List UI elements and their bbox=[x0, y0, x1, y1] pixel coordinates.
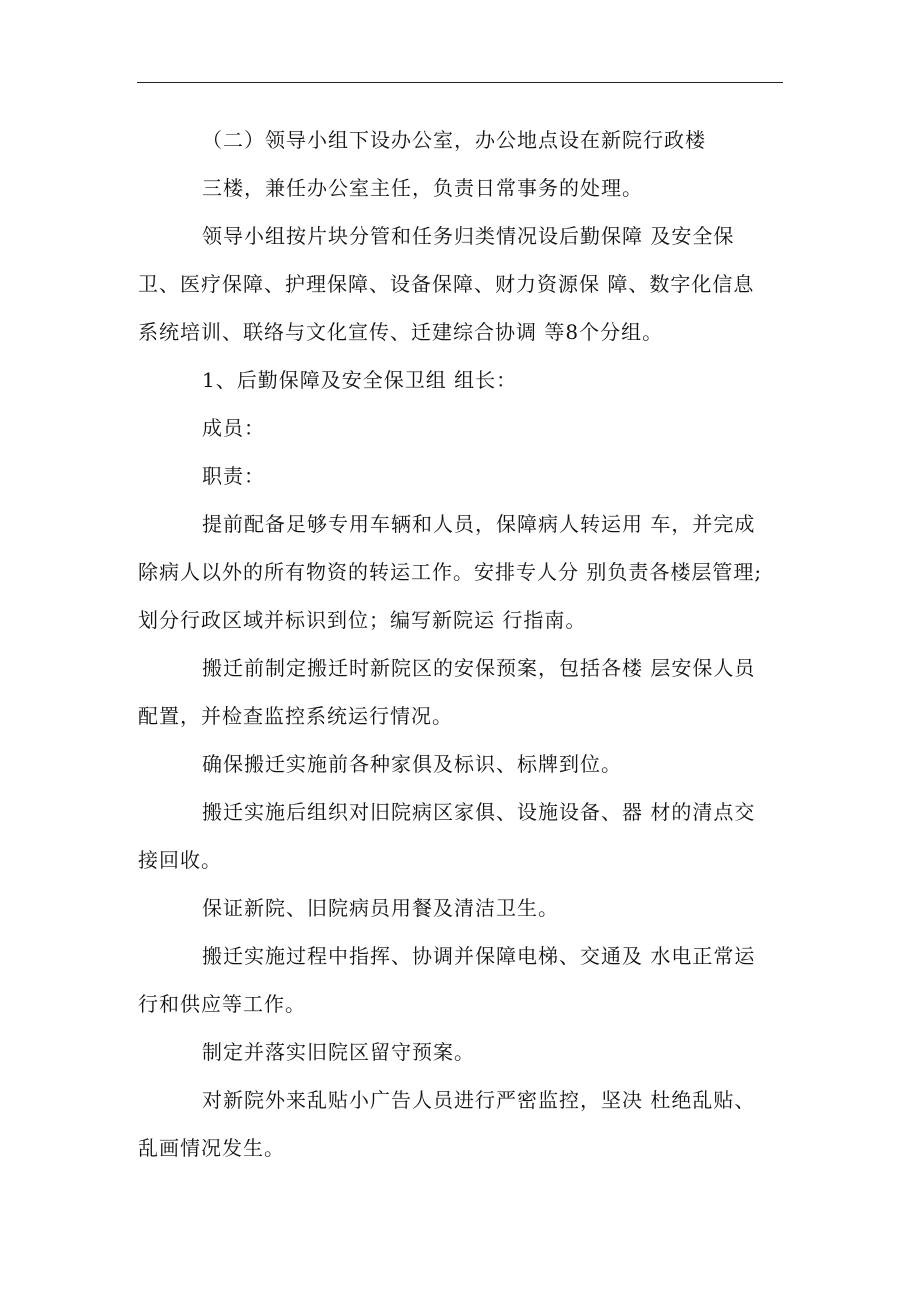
header-rule bbox=[137, 82, 783, 83]
text-line: 除病人以外的所有物资的转运工作。安排专人分 别负责各楼层管理; bbox=[138, 560, 763, 584]
text-line: 制定并落实旧院区留守预案。 bbox=[202, 1040, 475, 1064]
text-line: （二）领导小组下设办公室，办公地点设在新院行政楼 bbox=[202, 128, 706, 152]
text-line: 成员： bbox=[202, 416, 265, 440]
text-line: 保证新院、旧院病员用餐及清洁卫生。 bbox=[202, 896, 559, 920]
text-line: 接回收。 bbox=[138, 848, 222, 872]
text-line: 乱画情况发生。 bbox=[138, 1136, 285, 1160]
text-line: 三楼，兼任办公室主任，负责日常事务的处理。 bbox=[202, 176, 643, 200]
text-line: 划分行政区域并标识到位；编写新院运 行指南。 bbox=[138, 608, 587, 632]
text-line: 配置，并检查监控系统运行情况。 bbox=[138, 704, 453, 728]
text-line: 搬迁实施后组织对旧院病区家俱、设施设备、器 材的清点交 bbox=[202, 800, 756, 824]
text-line: 1、后勤保障及安全保卫组 组长： bbox=[202, 368, 518, 392]
text-line: 行和供应等工作。 bbox=[138, 992, 306, 1016]
text-line: 搬迁实施过程中指挥、协调并保障电梯、交通及 水电正常运 bbox=[202, 944, 756, 968]
text-line: 职责： bbox=[202, 464, 265, 488]
text-line: 系统培训、联络与文化宣传、迁建综合协调 等8个分组。 bbox=[138, 320, 664, 344]
text-line: 提前配备足够专用车辆和人员，保障病人转运用 车，并完成 bbox=[202, 512, 756, 536]
text-line: 卫、医疗保障、护理保障、设备保障、财力资源保 障、数字化信息 bbox=[138, 272, 755, 296]
document-body bbox=[138, 116, 782, 1172]
text-line: 对新院外来乱贴小广告人员进行严密监控，坚决 杜绝乱贴、 bbox=[202, 1088, 756, 1112]
text-line: 领导小组按片块分管和任务归类情况设后勤保障 及安全保 bbox=[202, 224, 735, 248]
text-line: 搬迁前制定搬迁时新院区的安保预案，包括各楼 层安保人员 bbox=[202, 656, 756, 680]
text-line: 确保搬迁实施前各种家俱及标识、标牌到位。 bbox=[202, 752, 622, 776]
